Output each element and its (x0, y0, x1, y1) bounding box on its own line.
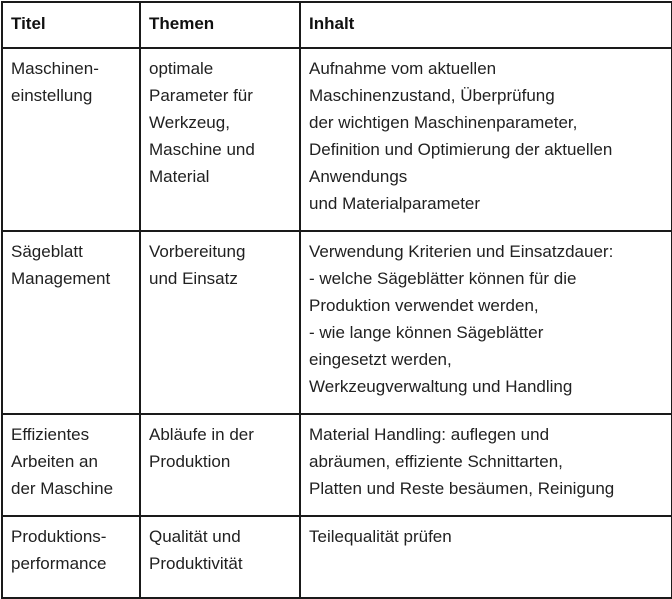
table-row (2, 516, 672, 598)
table-header-row (2, 2, 672, 48)
table-row (2, 231, 672, 414)
cell-inhalt: Material Handling: auflegen und abräumen, effiziente Schnittarten, Platten und Reste besäumen, Reinigung (300, 414, 672, 516)
cell-inhalt: Teilequalität prüfen (300, 516, 672, 598)
cell-titel: Effizientes Arbeiten an der Maschine (2, 414, 140, 516)
cell-titel: Maschinen- einstellung (2, 48, 140, 231)
header-inhalt: Inhalt (300, 2, 672, 48)
cell-themen: Qualität und Produktivität (140, 516, 300, 598)
table-row (2, 48, 672, 231)
cell-titel: Produktions- performance (2, 516, 140, 598)
table-row (2, 414, 672, 516)
header-titel: Titel (2, 2, 140, 48)
content-table (1, 1, 672, 599)
cell-inhalt: Aufnahme vom aktuellen Maschinenzustand, Überprüfung der wichtigen Maschinenparameter, Definition und Optimierung der aktuellen Anwendungs und Materialparameter (300, 48, 672, 231)
cell-themen: Vorbereitung und Einsatz (140, 231, 300, 414)
header-themen: Themen (140, 2, 300, 48)
cell-themen: Abläufe in der Produktion (140, 414, 300, 516)
cell-themen: optimale Parameter für Werkzeug, Maschine und Material (140, 48, 300, 231)
cell-inhalt: Verwendung Kriterien und Einsatzdauer: - welche Sägeblätter können für die Produktion verwendet werden, - wie lange können Sägeblätter eingesetzt werden, Werkzeugverwaltung und Handling (300, 231, 672, 414)
cell-titel: Sägeblatt Management (2, 231, 140, 414)
